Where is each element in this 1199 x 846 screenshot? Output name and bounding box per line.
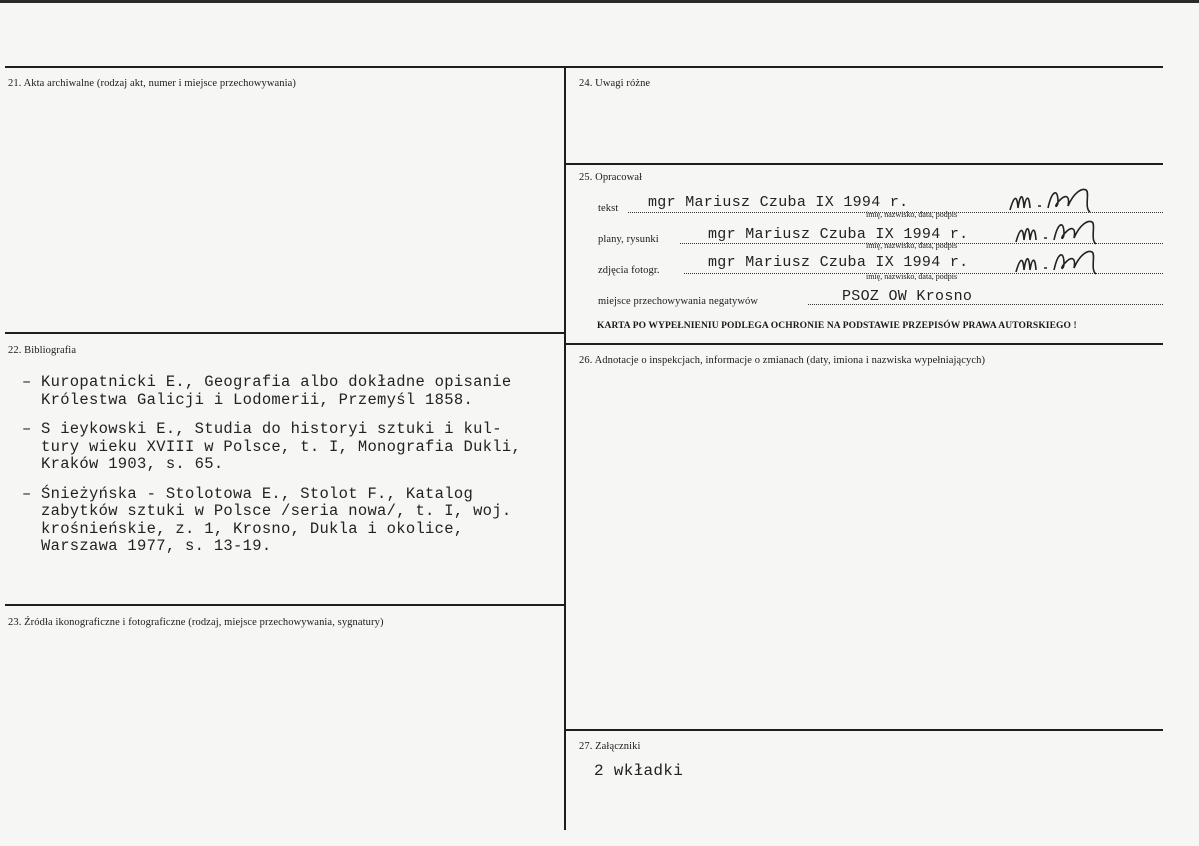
bibliography-line: zabytków sztuki w Polsce /seria nowa/, t. I, woj. (41, 502, 512, 520)
row-label-plany: plany, rysunki (598, 234, 659, 245)
bibliography-line: krośnieńskie, z. 1, Krosno, Dukla i okolice, (41, 519, 464, 538)
bibliography-entry (22, 374, 562, 409)
bibliography-entry (22, 486, 562, 556)
bibliography-line: Królestwa Galicji i Lodomerii, Przemyśl 1858. (41, 390, 474, 409)
author-text: mgr Mariusz Czuba IX 1994 r. (648, 194, 909, 211)
divider (5, 604, 565, 606)
section-21-label: 21. Akta archiwalne (rodzaj akt, numer i miejsce przechowywania) (8, 78, 297, 89)
bibliography-list (22, 374, 562, 568)
bullet-dash: – (22, 484, 32, 503)
signature-3 (1014, 248, 1114, 278)
section-24-label: 24. Uwagi różne (579, 78, 651, 89)
divider (5, 66, 1163, 68)
negatives-label: miejsce przechowywania negatywów (598, 296, 759, 307)
bibliography-line: S ieykowski E., Studia do historyi sztuki i kul- (41, 420, 502, 438)
negatives-location: PSOZ OW Krosno (842, 288, 973, 305)
row-sublabel: imię, nazwisko, data, podpis (866, 272, 958, 281)
bullet-dash: – (22, 373, 32, 391)
copyright-notice: KARTA PO WYPEŁNIENIU PODLEGA OCHRONIE NA PODSTAWIE PRZEPISÓW PRAWA AUTORSKIEGO ! (597, 321, 1077, 331)
row-sublabel: imię, nazwisko, data, podpis (866, 241, 958, 250)
author-drawings: mgr Mariusz Czuba IX 1994 r. (708, 226, 969, 243)
section-27-label: 27. Załączniki (579, 741, 641, 752)
signature-1 (1008, 186, 1108, 216)
bibliography-line: Śnieżyńska - Stolotowa E., Stolot F., Katalog (41, 484, 474, 503)
author-photos: mgr Mariusz Czuba IX 1994 r. (708, 254, 969, 271)
divider (5, 332, 565, 334)
divider (565, 163, 1163, 165)
row-label-tekst: tekst (598, 203, 619, 214)
divider (564, 66, 566, 830)
bibliography-entry (22, 421, 562, 474)
section-25-label: 25. Opracował (579, 172, 643, 183)
attachments-value: 2 wkładki (594, 762, 684, 780)
section-22-label: 22. Bibliografia (8, 345, 77, 356)
section-26-label: 26. Adnotacje o inspekcjach, informacje o zmianach (daty, imiona i nazwiska wypełniających) (579, 355, 986, 366)
bibliography-line: Kraków 1903, s. 65. (41, 455, 224, 473)
bullet-dash: – (22, 420, 32, 438)
signature-2 (1014, 218, 1114, 248)
top-edge (0, 0, 1199, 3)
bibliography-line: tury wieku XVIII w Polsce, t. I, Monografia Dukli, (41, 437, 522, 456)
row-sublabel: imię, nazwisko, data, podpis (866, 210, 958, 219)
section-23-label: 23. Źródła ikonograficzne i fotograficzne (rodzaj, miejsce przechowywania, sygnatury) (8, 617, 384, 628)
bibliography-line: Kuropatnicki E., Geografia albo dokładne opisanie (41, 373, 512, 391)
divider (565, 729, 1163, 731)
row-label-zdjecia: zdjęcia fotogr. (598, 265, 660, 276)
bibliography-line: Warszawa 1977, s. 13-19. (41, 537, 272, 555)
divider (565, 343, 1163, 345)
